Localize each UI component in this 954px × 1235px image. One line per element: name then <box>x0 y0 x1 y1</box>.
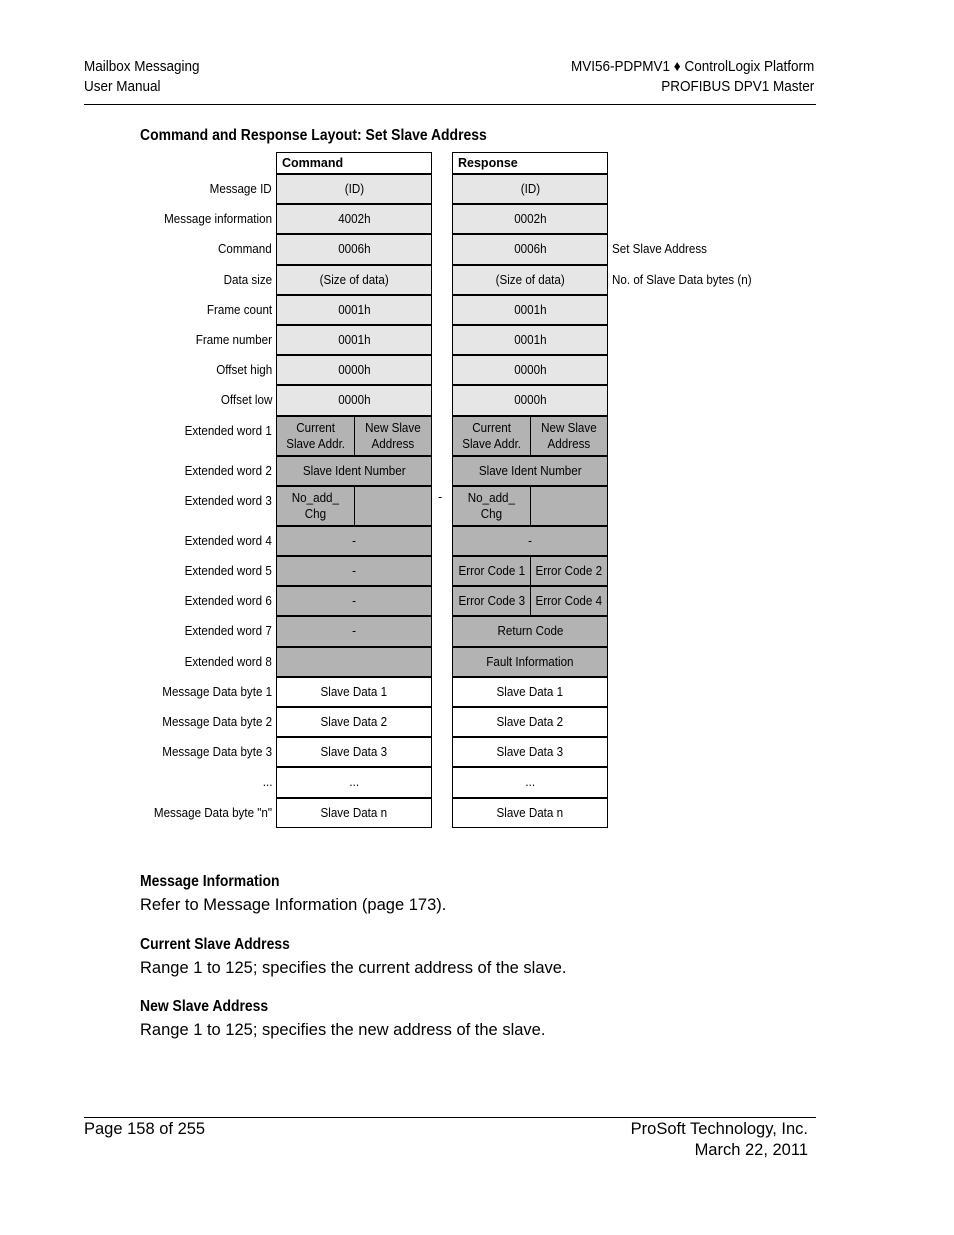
header-divider <box>84 104 816 105</box>
rsp-cell-frame-count <box>452 295 608 325</box>
cmd-cell-extended-word-1-part1-text: Current Slave Addr. <box>286 420 345 451</box>
cmd-cell-offset-low-text: 0000h <box>337 393 371 408</box>
row-label-offset-high: Offset high <box>215 363 272 378</box>
header-doc-type: User Manual <box>84 78 161 95</box>
cmd-cell-extended-word-4-text: - <box>352 533 356 548</box>
cmd-cell-extended-word-8 <box>276 647 432 677</box>
row-label-message-data-byte-1: Message Data byte 1 <box>162 684 272 699</box>
rsp-cell-extended-word-6-part1 <box>452 586 531 616</box>
row-note-command: Set Slave Address <box>612 242 708 257</box>
cmd-cell-data-size <box>276 265 432 295</box>
cmd-cell-frame-number <box>276 325 432 355</box>
rsp-cell-extended-word-1-part2 <box>530 416 608 456</box>
cmd-cell-extended-word-2 <box>276 456 432 486</box>
row-label-extended-word-6: Extended word 6 <box>184 594 272 609</box>
rsp-cell-message-id-text: (ID) <box>520 182 540 197</box>
rsp-cell-command <box>452 234 608 264</box>
cmd-cell-extended-word-3-part1-text: No_add_ Chg <box>291 490 340 521</box>
text-message-information: Refer to Message Information (page 173). <box>140 896 447 914</box>
rsp-cell-extended-word-1-part1 <box>452 416 531 456</box>
rsp-cell-extended-word-1-part1-text: Current Slave Addr. <box>462 420 521 451</box>
heading-current-slave-address: Current Slave Address <box>140 936 290 953</box>
rsp-cell-extended-word-3-part1-text: No_add_ Chg <box>467 490 516 521</box>
rsp-cell-extended-word-7 <box>452 616 608 646</box>
footer-date: March 22, 2011 <box>694 1141 808 1159</box>
cmd-cell-extended-word-2-text: Slave Ident Number <box>302 463 406 478</box>
section-title: Command and Response Layout: Set Slave Address <box>140 127 487 144</box>
footer-right <box>631 1119 808 1161</box>
row-label-extended-word-1: Extended word 1 <box>184 423 272 438</box>
cmd-cell-message-information <box>276 204 432 234</box>
row-label-message-data-byte-3: Message Data byte 3 <box>162 745 272 760</box>
text-current-slave-address: Range 1 to 125; specifies the current address of the slave. <box>140 959 567 977</box>
header-doc-title: Mailbox Messaging <box>84 58 200 75</box>
rsp-cell-data-size <box>452 265 608 295</box>
cmd-cell-message-data-byte-2 <box>276 707 432 737</box>
rsp-cell-extended-word-5-part2 <box>530 556 608 586</box>
rsp-cell-message-data-byte-n <box>452 798 608 828</box>
cmd-cell-message-data-byte-3 <box>276 737 432 767</box>
row-label-extended-word-8: Extended word 8 <box>184 654 272 669</box>
rsp-cell-message-data-byte-1 <box>452 677 608 707</box>
row-label-message-data-byte-2: Message Data byte 2 <box>162 715 272 729</box>
cmd-cell-message-information-text: 4002h <box>337 212 371 227</box>
cmd-cell-extended-word-6-text: - <box>352 594 356 609</box>
rsp-cell-ellipsis <box>452 767 608 797</box>
cmd-cell-extended-word-6 <box>276 586 432 616</box>
cmd-cell-extended-word-1-part1 <box>276 416 355 456</box>
cmd-cell-message-data-byte-n <box>276 798 432 828</box>
row-label-extended-word-3: Extended word 3 <box>184 493 272 508</box>
header-product: MVI56-PDPMV1 ♦ ControlLogix Platform <box>570 58 814 75</box>
row-label-extended-word-4: Extended word 4 <box>184 533 272 548</box>
cmd-cell-message-data-byte-1 <box>276 677 432 707</box>
row-label-command: Command <box>218 242 272 257</box>
cmd-cell-offset-high <box>276 355 432 385</box>
cmd-cell-extended-word-1-part2-text: New Slave Address <box>365 420 421 451</box>
cmd-cell-offset-high-text: 0000h <box>337 363 371 378</box>
rsp-cell-extended-word-3-part1 <box>452 486 531 526</box>
cmd-cell-command-text: 0006h <box>337 242 371 257</box>
rsp-cell-extended-word-6-part2 <box>530 586 608 616</box>
rsp-cell-frame-count-text: 0001h <box>513 302 547 317</box>
rsp-cell-extended-word-7-text: Return Code <box>497 624 563 639</box>
rsp-cell-extended-word-8-text: Fault Information <box>486 654 574 669</box>
rsp-cell-message-id <box>452 174 608 204</box>
rsp-cell-message-data-byte-3-text: Slave Data 3 <box>496 745 564 760</box>
cmd-cell-frame-number-text: 0001h <box>337 333 371 348</box>
response-column-header: Response <box>452 152 608 174</box>
cmd-cell-extended-word-4 <box>276 526 432 556</box>
header-protocol: PROFIBUS DPV1 Master <box>660 78 814 95</box>
row-label-extended-word-7: Extended word 7 <box>184 624 272 639</box>
cmd-cell-command <box>276 234 432 264</box>
footer-company: ProSoft Technology, Inc. <box>630 1120 808 1138</box>
heading-new-slave-address: New Slave Address <box>140 998 269 1015</box>
cmd-cell-extended-word-1-part2 <box>354 416 432 456</box>
footer-page-number: Page 158 of 255 <box>84 1120 206 1138</box>
cmd-cell-ellipsis-text: ... <box>349 775 359 790</box>
rsp-cell-extended-word-3-part2 <box>530 486 608 526</box>
row-label-frame-count: Frame count <box>206 302 272 317</box>
rsp-cell-command-text: 0006h <box>513 242 547 257</box>
rsp-cell-offset-low-text: 0000h <box>513 393 547 408</box>
row-label-message-information: Message information <box>164 212 272 227</box>
rsp-cell-offset-high <box>452 355 608 385</box>
rsp-cell-offset-high-text: 0000h <box>513 363 547 378</box>
row-label-message-id: Message ID <box>209 182 272 196</box>
rsp-cell-message-data-byte-2-text: Slave Data 2 <box>496 715 564 730</box>
cmd-cell-message-data-byte-2-text: Slave Data 2 <box>320 715 388 730</box>
command-column-header: Command <box>276 152 432 174</box>
cmd-cell-extended-word-7 <box>276 616 432 646</box>
cmd-cell-extended-word-5-text: - <box>352 564 356 579</box>
cmd-cell-data-size-text: (Size of data) <box>319 272 389 287</box>
cmd-cell-offset-low <box>276 385 432 415</box>
rsp-cell-message-data-byte-3 <box>452 737 608 767</box>
rsp-cell-extended-word-5-part2-text: Error Code 2 <box>535 564 603 579</box>
rsp-cell-extended-word-6-part2-text: Error Code 4 <box>535 594 603 609</box>
row-label-ellipsis: ... <box>262 775 272 790</box>
rsp-cell-data-size-text: (Size of data) <box>495 272 565 287</box>
cmd-cell-ellipsis <box>276 767 432 797</box>
cmd-cell-message-id <box>276 174 432 204</box>
row-label-frame-number: Frame number <box>195 333 272 347</box>
rsp-cell-extended-word-4-text: - <box>528 533 532 548</box>
rsp-cell-message-data-byte-n-text: Slave Data n <box>496 805 564 820</box>
cmd-cell-extended-word-7-text: - <box>352 624 356 639</box>
row-label-offset-low: Offset low <box>220 393 272 408</box>
header-left <box>84 57 200 97</box>
row-label-extended-word-5: Extended word 5 <box>184 564 272 578</box>
heading-message-information: Message Information <box>140 873 280 890</box>
cmd-cell-extended-word-5 <box>276 556 432 586</box>
rsp-cell-message-data-byte-2 <box>452 707 608 737</box>
rsp-cell-message-data-byte-1-text: Slave Data 1 <box>496 684 564 699</box>
rsp-cell-offset-low <box>452 385 608 415</box>
header-right <box>571 57 814 97</box>
cmd-cell-message-data-byte-n-text: Slave Data n <box>320 805 388 820</box>
cmd-cell-frame-count-text: 0001h <box>337 302 371 317</box>
rsp-cell-extended-word-1-part2-text: New Slave Address <box>541 420 597 451</box>
footer-divider <box>84 1117 816 1118</box>
rsp-cell-extended-word-5-part1-text: Error Code 1 <box>458 564 525 579</box>
middle-dash: - <box>438 489 443 504</box>
cmd-cell-message-data-byte-3-text: Slave Data 3 <box>320 745 388 760</box>
rsp-cell-message-information-text: 0002h <box>513 212 547 227</box>
rsp-cell-frame-number-text: 0001h <box>513 333 547 348</box>
rsp-cell-extended-word-4 <box>452 526 608 556</box>
rsp-cell-extended-word-6-part1-text: Error Code 3 <box>458 594 525 609</box>
rsp-cell-extended-word-2 <box>452 456 608 486</box>
text-new-slave-address: Range 1 to 125; specifies the new address of the slave. <box>140 1021 546 1039</box>
rsp-cell-extended-word-2-text: Slave Ident Number <box>478 463 582 478</box>
cmd-cell-message-id-text: (ID) <box>344 182 364 197</box>
rsp-cell-ellipsis-text: ... <box>525 775 535 790</box>
rsp-cell-extended-word-8 <box>452 647 608 677</box>
cmd-cell-frame-count <box>276 295 432 325</box>
cmd-cell-message-data-byte-1-text: Slave Data 1 <box>320 684 388 699</box>
cmd-cell-extended-word-3-part1 <box>276 486 355 526</box>
cmd-cell-extended-word-3-part2 <box>354 486 432 526</box>
row-label-data-size: Data size <box>223 272 272 287</box>
rsp-cell-message-information <box>452 204 608 234</box>
row-note-data-size: No. of Slave Data bytes (n) <box>612 272 752 287</box>
rsp-cell-extended-word-5-part1 <box>452 556 531 586</box>
row-label-extended-word-2: Extended word 2 <box>184 463 272 478</box>
rsp-cell-frame-number <box>452 325 608 355</box>
row-label-message-data-byte-n: Message Data byte "n" <box>153 805 272 820</box>
